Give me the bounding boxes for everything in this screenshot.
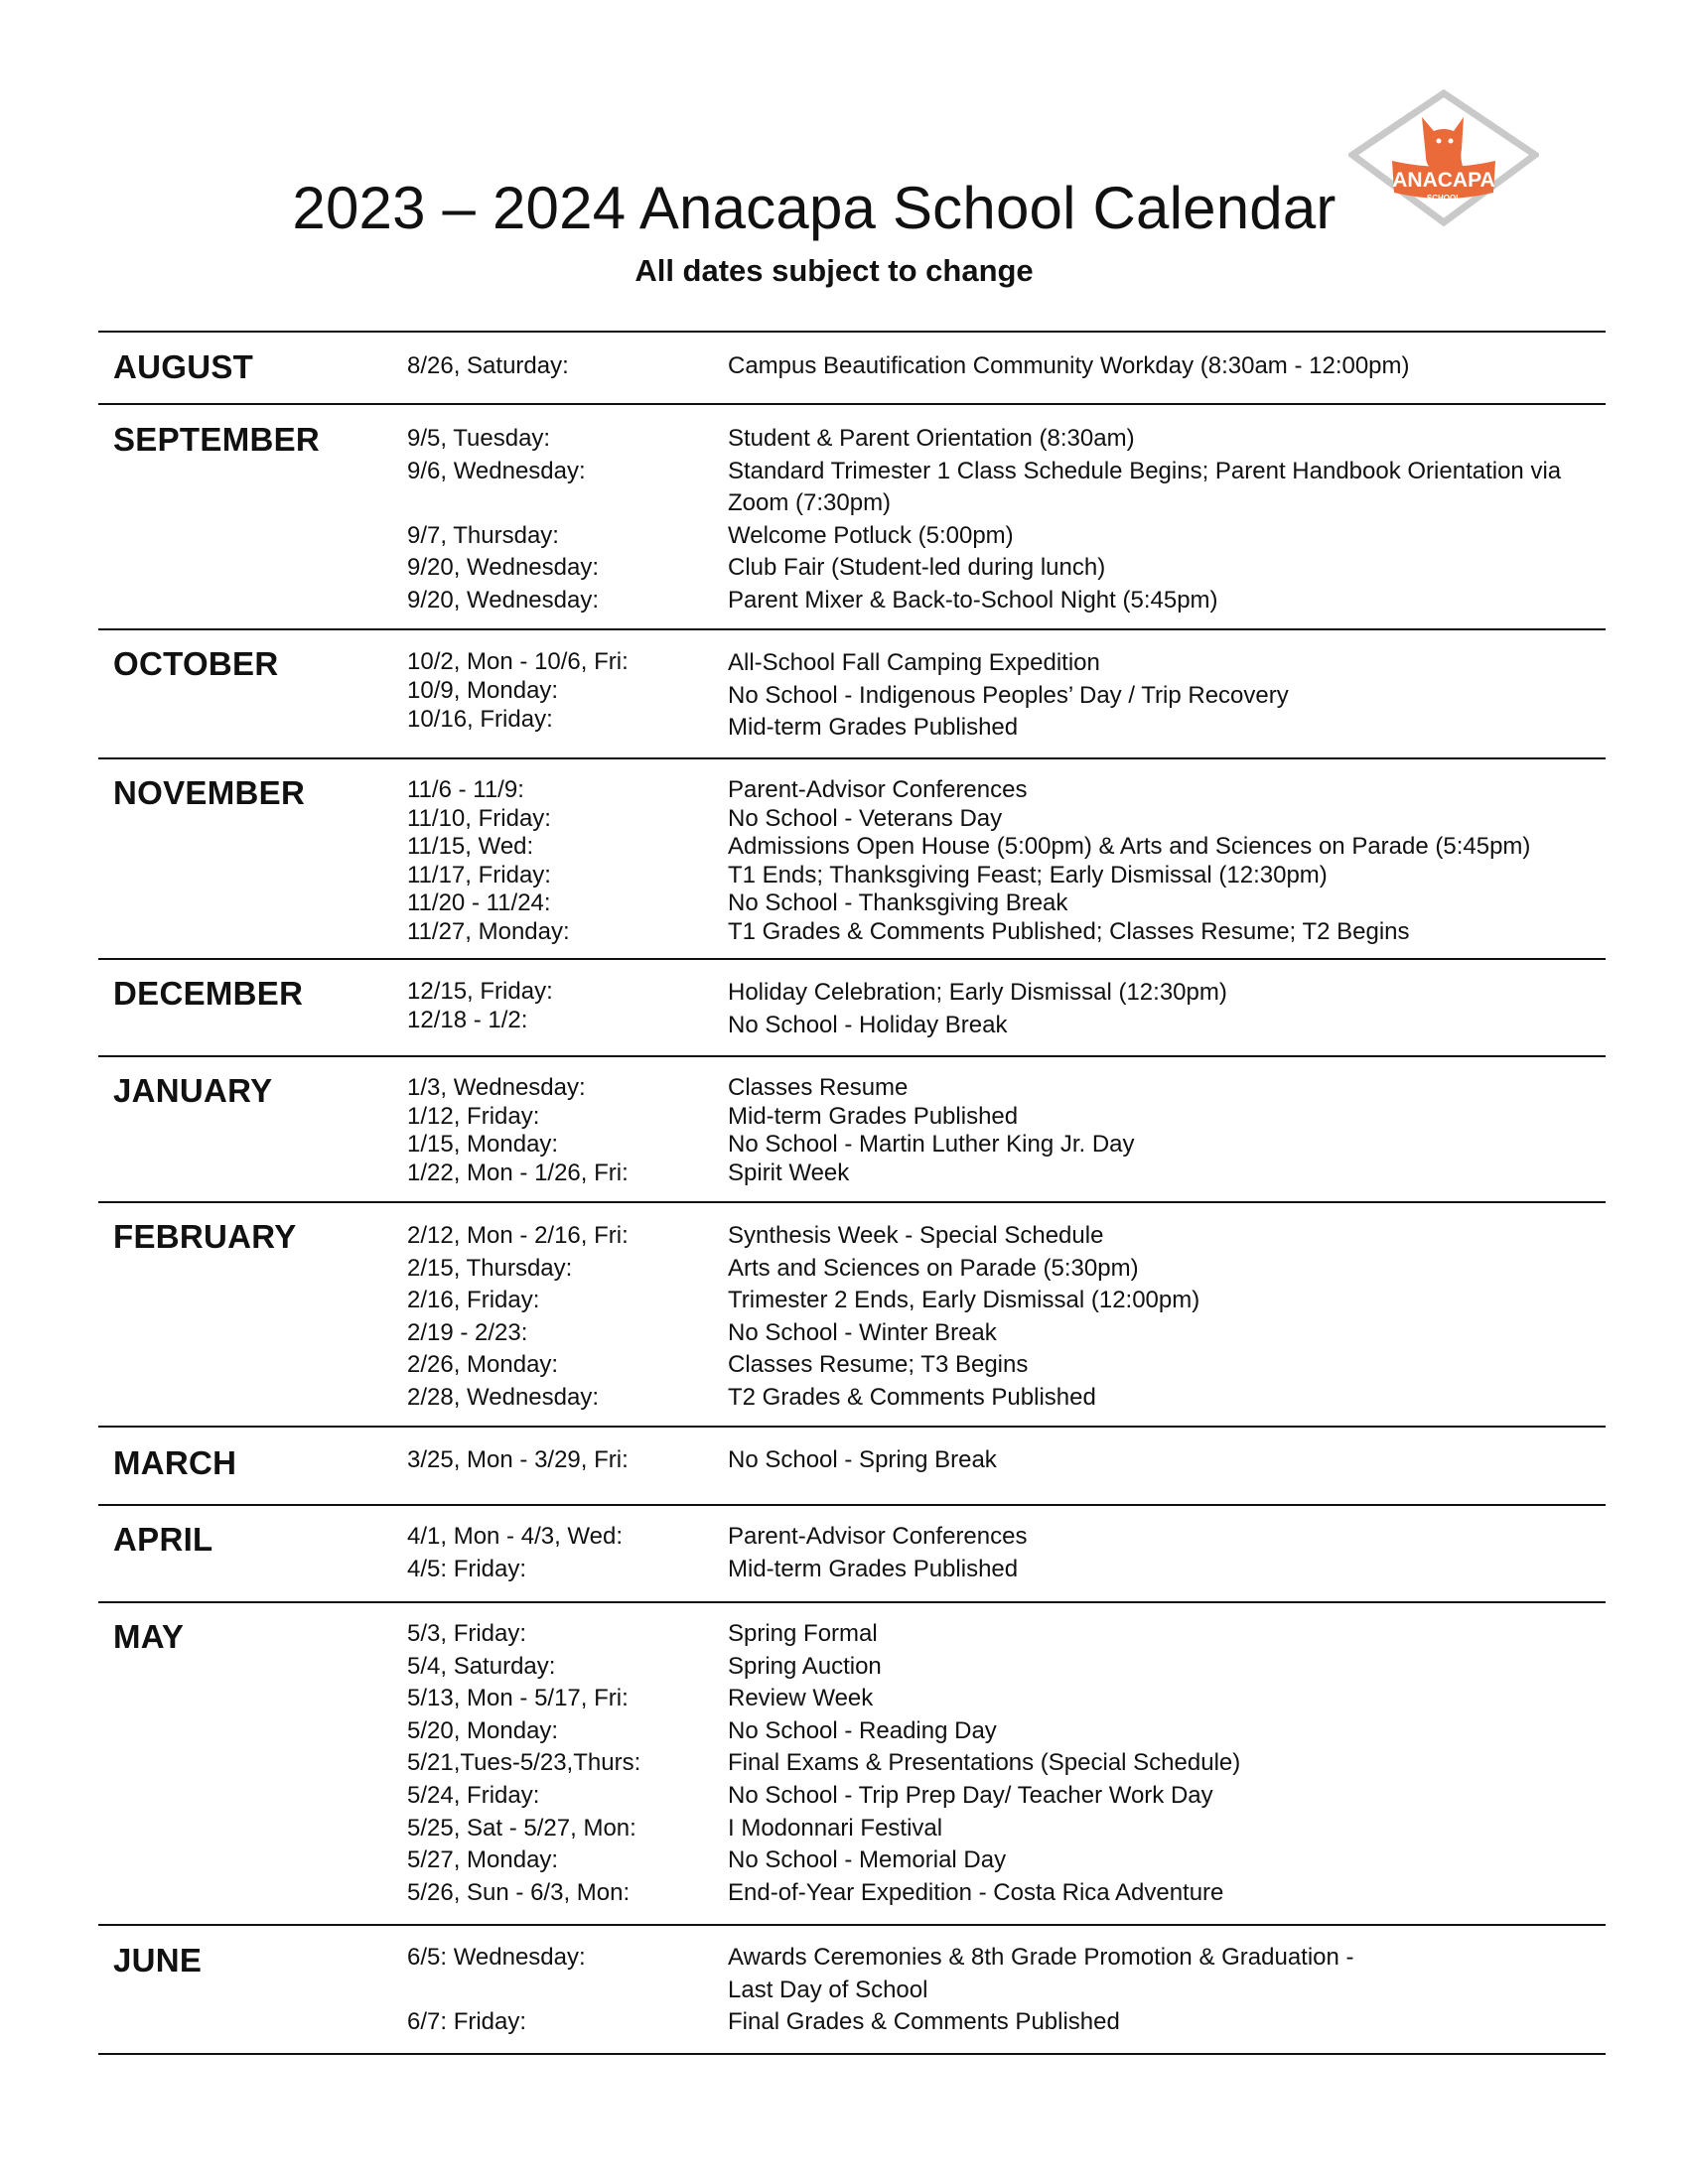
calendar-table [98, 331, 1606, 2055]
month-section [98, 331, 1606, 403]
fox-icon [1422, 117, 1464, 169]
entry-event: No School - Memorial Day [728, 1846, 1007, 1874]
entry-date: 2/28, Wednesday: [407, 1383, 600, 1411]
entry-event: Awards Ceremonies & 8th Grade Promotion & Graduation - Last Day of School [728, 1944, 1354, 2003]
month-section [98, 757, 1606, 958]
logo-text: ANACAPA [1392, 169, 1495, 192]
month-section [98, 1055, 1606, 1201]
entry-date: 5/13, Mon - 5/17, Fri: [407, 1685, 629, 1712]
entry-event: Campus Beautification Community Workday (8:30am - 12:00pm) [728, 352, 1410, 379]
month-label: OCTOBER [113, 645, 279, 682]
entry-event: Student & Parent Orientation (8:30am) [728, 425, 1135, 452]
month-label: FEBRUARY [113, 1218, 297, 1255]
entry-date: 9/5, Tuesday: [407, 425, 551, 452]
entry-date: 2/26, Monday: [407, 1351, 559, 1379]
entry-date: 5/4, Saturday: [407, 1652, 556, 1680]
school-logo [1348, 89, 1539, 228]
entry-date: 1/22, Mon - 1/26, Fri: [407, 1159, 629, 1186]
entry-date: 4/5: Friday: [407, 1555, 527, 1582]
entry-date: 10/2, Mon - 10/6, Fri: [407, 648, 629, 675]
entry-event: I Modonnari Festival [728, 1814, 943, 1842]
month-section [98, 1924, 1606, 2055]
entry-event: End-of-Year Expedition - Costa Rica Adventure [728, 1878, 1224, 1906]
entry-event: Final Grades & Comments Published [728, 2008, 1120, 2036]
entry-date: 9/6, Wednesday: [407, 457, 586, 484]
entry-date: 9/20, Wednesday: [407, 586, 600, 614]
entry-event: No School - Spring Break [728, 1446, 997, 1473]
entry-event: No School - Veterans Day [728, 804, 1003, 832]
entry-event: Parent Mixer & Back-to-School Night (5:45pm) [728, 586, 1218, 614]
month-label: JANUARY [113, 1072, 273, 1109]
entry-event: Admissions Open House (5:00pm) & Arts and Sciences on Parade (5:45pm) [728, 833, 1531, 860]
entry-date: 6/5: Wednesday: [407, 1944, 586, 1971]
entry-date: 12/15, Friday: [407, 978, 553, 1005]
month-section [98, 1426, 1606, 1504]
entry-date: 12/18 - 1/2: [407, 1007, 528, 1033]
entry-date: 2/15, Thursday: [407, 1254, 573, 1282]
month-label: MAY [113, 1618, 185, 1655]
entry-date: 5/3, Friday: [407, 1620, 527, 1647]
entry-date: 8/26, Saturday: [407, 352, 569, 379]
entry-date: 11/6 - 11/9: [407, 776, 524, 803]
month-section [98, 1601, 1606, 1924]
entry-event: No School - Thanksgiving Break [728, 889, 1068, 916]
month-section [98, 628, 1606, 757]
entry-event: No School - Winter Break [728, 1318, 997, 1346]
logo-subtext: SCHOOL [1426, 194, 1462, 203]
month-section [98, 958, 1606, 1055]
entry-date: 5/25, Sat - 5/27, Mon: [407, 1814, 636, 1842]
month-label: NOVEMBER [113, 774, 306, 811]
entry-event: All-School Fall Camping Expedition [728, 649, 1100, 676]
entry-date: 11/20 - 11/24: [407, 889, 551, 916]
entry-date: 9/20, Wednesday: [407, 554, 600, 582]
entry-event: Synthesis Week - Special Schedule [728, 1222, 1104, 1249]
entry-date: 11/10, Friday: [407, 804, 551, 832]
entry-event: Spirit Week [728, 1159, 850, 1186]
entry-event: Spring Formal [728, 1620, 878, 1647]
entry-date: 5/24, Friday: [407, 1781, 540, 1809]
entry-event: Trimester 2 Ends, Early Dismissal (12:00pm) [728, 1287, 1200, 1314]
month-label: JUNE [113, 1942, 203, 1979]
page-subtitle: All dates subject to change [634, 253, 1034, 288]
month-section [98, 1201, 1606, 1426]
month-label: APRIL [113, 1521, 213, 1558]
entry-event: Mid-term Grades Published [728, 1555, 1019, 1582]
entry-date: 10/9, Monday: [407, 677, 559, 704]
entry-date: 2/12, Mon - 2/16, Fri: [407, 1222, 629, 1249]
entry-date: 2/19 - 2/23: [407, 1318, 528, 1346]
entry-date: 10/16, Friday: [407, 706, 553, 733]
entry-date: 1/3, Wednesday: [407, 1074, 586, 1101]
month-label: SEPTEMBER [113, 421, 321, 458]
entry-event: T2 Grades & Comments Published [728, 1383, 1096, 1411]
entry-date: 9/7, Thursday: [407, 521, 559, 549]
month-label: DECEMBER [113, 975, 304, 1012]
month-section [98, 403, 1606, 628]
entry-event: Mid-term Grades Published [728, 714, 1019, 742]
page-title: 2023 – 2024 Anacapa School Calendar [292, 175, 1336, 241]
entry-event: T1 Ends; Thanksgiving Feast; Early Dismissal (12:30pm) [728, 861, 1328, 888]
entry-event: No School - Martin Luther King Jr. Day [728, 1131, 1135, 1158]
entry-event: Classes Resume [728, 1074, 909, 1101]
entry-date: 5/27, Monday: [407, 1846, 559, 1874]
entry-event: No School - Holiday Break [728, 1011, 1008, 1038]
entry-event: Holiday Celebration; Early Dismissal (12:30pm) [728, 979, 1227, 1006]
entry-event: Spring Auction [728, 1652, 882, 1680]
month-label: AUGUST [113, 348, 254, 385]
entry-date: 3/25, Mon - 3/29, Fri: [407, 1446, 629, 1473]
entry-date: 5/26, Sun - 6/3, Mon: [407, 1878, 631, 1906]
month-label: MARCH [113, 1444, 237, 1481]
entry-event: No School - Indigenous Peoples’ Day / Trip Recovery [728, 681, 1289, 709]
entry-event: Standard Trimester 1 Class Schedule Begins; Parent Handbook Orientation via Zoom (7:30pm) [728, 457, 1562, 517]
entry-date: 6/7: Friday: [407, 2008, 527, 2036]
entry-date: 11/27, Monday: [407, 917, 570, 945]
entry-event: Mid-term Grades Published [728, 1102, 1019, 1130]
entry-date: 2/16, Friday: [407, 1287, 540, 1314]
entry-event: Parent-Advisor Conferences [728, 1523, 1028, 1550]
entry-event: Classes Resume; T3 Begins [728, 1351, 1029, 1379]
entry-date: 5/20, Monday: [407, 1716, 559, 1744]
entry-event: Welcome Potluck (5:00pm) [728, 521, 1014, 549]
entry-event: Club Fair (Student-led during lunch) [728, 554, 1106, 582]
entry-event: No School - Trip Prep Day/ Teacher Work Day [728, 1781, 1213, 1809]
entry-event: No School - Reading Day [728, 1716, 997, 1744]
entry-date: 11/15, Wed: [407, 833, 534, 860]
entry-event: Final Exams & Presentations (Special Schedule) [728, 1749, 1241, 1777]
entry-date: 1/12, Friday: [407, 1102, 540, 1130]
entry-date: 4/1, Mon - 4/3, Wed: [407, 1523, 623, 1550]
entry-date: 5/21,Tues-5/23,Thurs: [407, 1749, 641, 1777]
entry-event: Arts and Sciences on Parade (5:30pm) [728, 1254, 1139, 1282]
entry-event: T1 Grades & Comments Published; Classes Resume; T2 Begins [728, 917, 1410, 945]
entry-date: 1/15, Monday: [407, 1131, 559, 1158]
entry-event: Review Week [728, 1685, 874, 1712]
entry-event: Parent-Advisor Conferences [728, 776, 1028, 803]
entry-date: 11/17, Friday: [407, 861, 551, 888]
month-section [98, 1504, 1606, 1601]
